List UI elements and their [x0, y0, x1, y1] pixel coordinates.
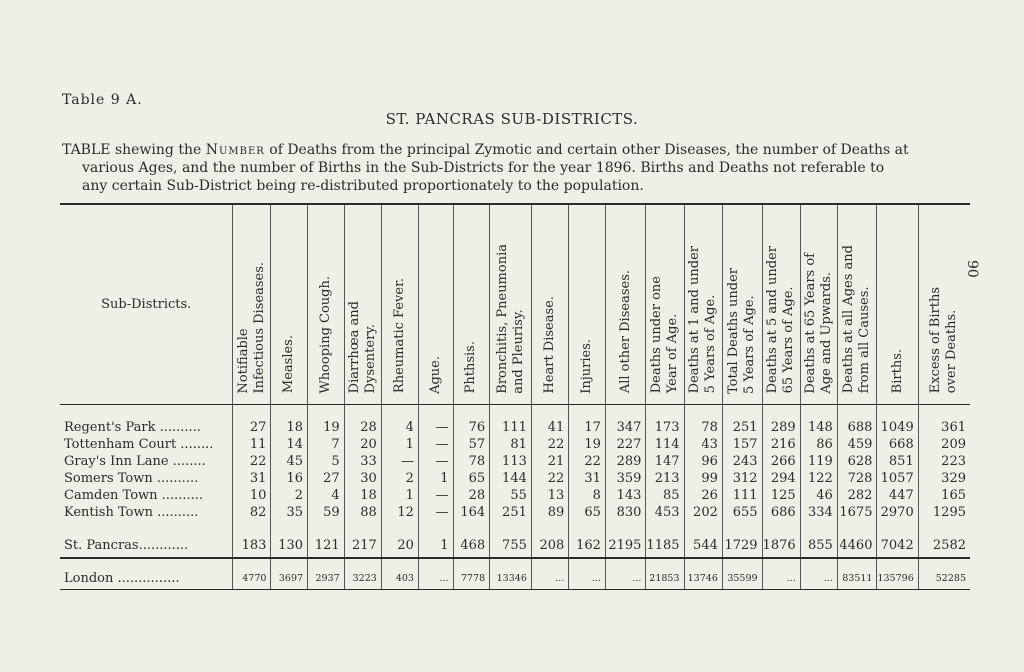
spacer-cell — [271, 558, 308, 569]
column-header-5 — [381, 204, 418, 404]
spacer-cell — [60, 558, 233, 569]
table-cell: 1049 — [877, 419, 918, 436]
table-cell: 35599 — [722, 569, 762, 590]
spacer-cell — [308, 404, 345, 419]
sub-district-name: Gray's Inn Lane ........ — [64, 453, 206, 469]
spacer-cell — [381, 404, 418, 419]
table-cell: 1057 — [877, 470, 918, 487]
spacer-cell — [531, 558, 568, 569]
spacer-row — [60, 558, 970, 569]
column-header-15 — [762, 204, 800, 404]
table-cell: — — [418, 419, 453, 436]
table-cell: 27 — [308, 470, 345, 487]
table-cell: 7042 — [877, 535, 918, 558]
column-header-label: Births. — [889, 349, 905, 394]
table-cell: ... — [762, 569, 800, 590]
table-cell: 1675 — [837, 504, 877, 521]
table-cell: 217 — [344, 535, 381, 558]
table-cell: 4 — [308, 487, 345, 504]
column-header-label: Deaths under one Year of Age. — [648, 276, 680, 394]
table-cell: 2 — [381, 470, 418, 487]
london-row — [60, 569, 970, 590]
table-cell: 11 — [233, 436, 271, 453]
column-header-10 — [569, 204, 606, 404]
column-header-label: Total Deaths under 5 Years of Age. — [726, 267, 758, 394]
spacer-cell — [531, 521, 568, 535]
table-cell: ... — [531, 569, 568, 590]
table-cell: 4460 — [837, 535, 877, 558]
column-header-3 — [308, 204, 345, 404]
table-cell: 111 — [722, 487, 762, 504]
table-cell: 45 — [271, 453, 308, 470]
column-header-label: Excess of Births over Deaths. — [928, 287, 960, 394]
spacer-cell — [490, 521, 532, 535]
table-cell: 83511 — [837, 569, 877, 590]
spacer-cell — [308, 521, 345, 535]
table-cell: 3697 — [271, 569, 308, 590]
table-cell: 12 — [381, 504, 418, 521]
table-cell: 78 — [453, 453, 490, 470]
table-cell: 202 — [684, 504, 722, 521]
table-cell: 19 — [569, 436, 606, 453]
table-cell: 294 — [762, 470, 800, 487]
table-cell: 96 — [684, 453, 722, 470]
table-cell: 10 — [233, 487, 271, 504]
column-header-label: Whooping Cough. — [317, 275, 333, 394]
table-cell: 86 — [800, 436, 837, 453]
table-cell: 1185 — [646, 535, 684, 558]
spacer-cell — [877, 521, 918, 535]
header-row — [60, 204, 970, 404]
table-cell: 41 — [531, 419, 568, 436]
table-cell: 43 — [684, 436, 722, 453]
table-description — [62, 141, 967, 195]
table-cell: 55 — [490, 487, 532, 504]
table-cell: 31 — [569, 470, 606, 487]
table-cell: 4 — [381, 419, 418, 436]
table-cell: 17 — [569, 419, 606, 436]
table-cell: 65 — [569, 504, 606, 521]
spacer-cell — [233, 521, 271, 535]
table-cell: 143 — [605, 487, 646, 504]
table-cell: 447 — [877, 487, 918, 504]
spacer-cell — [605, 404, 646, 419]
spacer-cell — [418, 521, 453, 535]
table-cell: 655 — [722, 504, 762, 521]
spacer-cell — [877, 404, 918, 419]
table-row — [60, 504, 970, 521]
table-cell: 183 — [233, 535, 271, 558]
table-cell: 830 — [605, 504, 646, 521]
description-line-2: various Ages, and the number of Births in the Sub-Districts for the year 1896. Births and Deaths not referable to — [82, 160, 885, 176]
table-cell: 20 — [344, 436, 381, 453]
table-cell: 223 — [918, 453, 970, 470]
table-cell: 227 — [605, 436, 646, 453]
spacer-cell — [381, 521, 418, 535]
table-cell: 359 — [605, 470, 646, 487]
table-cell: 7778 — [453, 569, 490, 590]
spacer-cell — [837, 558, 877, 569]
table-cell: 2 — [271, 487, 308, 504]
column-header-9 — [531, 204, 568, 404]
spacer-cell — [381, 558, 418, 569]
sub-district-name: Kentish Town .......... — [64, 504, 199, 520]
table-cell: 18 — [271, 419, 308, 436]
table-cell: 13 — [531, 487, 568, 504]
table-cell: 28 — [453, 487, 490, 504]
table-cell: 122 — [800, 470, 837, 487]
table-cell: 22 — [569, 453, 606, 470]
table-cell: 30 — [344, 470, 381, 487]
spacer-cell — [233, 404, 271, 419]
table-cell: — — [418, 504, 453, 521]
spacer-cell — [531, 404, 568, 419]
spacer-cell — [722, 404, 762, 419]
column-header-sub-districts: Sub-Districts. — [60, 204, 233, 404]
table-cell: 85 — [646, 487, 684, 504]
table-cell: ... — [800, 569, 837, 590]
table-cell: 266 — [762, 453, 800, 470]
sub-district-name: Tottenham Court ........ — [64, 436, 214, 452]
table-cell: 251 — [490, 504, 532, 521]
table-cell: 22 — [531, 436, 568, 453]
table-cell: ... — [418, 569, 453, 590]
spacer-cell — [605, 521, 646, 535]
table-cell: 3223 — [344, 569, 381, 590]
page-title: ST. PANCRAS SUB-DISTRICTS. — [385, 110, 639, 128]
table-cell: 21 — [531, 453, 568, 470]
table-cell: 135796 — [877, 569, 918, 590]
spacer-row — [60, 521, 970, 535]
table-cell: 121 — [308, 535, 345, 558]
table-cell: 57 — [453, 436, 490, 453]
column-header-label: Diarrhœa and Dysentery. — [346, 301, 378, 394]
column-header-8 — [490, 204, 532, 404]
table-cell: 1 — [418, 535, 453, 558]
deaths-births-table — [60, 203, 970, 590]
page-number: 90 — [964, 260, 980, 278]
spacer-cell — [918, 521, 970, 535]
table-cell: 31 — [233, 470, 271, 487]
table-cell: 33 — [344, 453, 381, 470]
sub-district-name: Somers Town .......... — [64, 470, 199, 486]
spacer-cell — [271, 521, 308, 535]
table-cell: 544 — [684, 535, 722, 558]
spacer-cell — [569, 404, 606, 419]
column-header-17 — [837, 204, 877, 404]
table-cell: 7 — [308, 436, 345, 453]
table-cell: — — [418, 487, 453, 504]
table-cell: 157 — [722, 436, 762, 453]
spacer-cell — [418, 558, 453, 569]
table-cell: 755 — [490, 535, 532, 558]
spacer-cell — [837, 404, 877, 419]
table-cell: 728 — [837, 470, 877, 487]
table-cell: 165 — [918, 487, 970, 504]
spacer-cell — [569, 558, 606, 569]
column-header-label: Notifiable Infectious Diseases. — [235, 261, 267, 394]
table-cell: 113 — [490, 453, 532, 470]
table-cell: 26 — [684, 487, 722, 504]
column-header-label: Bronchitis, Pneumonia and Pleurisy. — [494, 243, 526, 394]
table-cell: 18 — [344, 487, 381, 504]
column-header-16 — [800, 204, 837, 404]
spacer-cell — [490, 404, 532, 419]
table-cell: 8 — [569, 487, 606, 504]
table-cell: 1 — [418, 470, 453, 487]
spacer-cell — [837, 521, 877, 535]
table-cell: 453 — [646, 504, 684, 521]
spacer-cell — [418, 404, 453, 419]
column-header-label: Deaths at 5 and under 65 Years of Age. — [765, 246, 797, 394]
column-header-label: Rheumatic Fever. — [391, 278, 407, 394]
column-header-6 — [418, 204, 453, 404]
table-cell: 2970 — [877, 504, 918, 521]
table-cell: — — [418, 436, 453, 453]
column-header-label: Ague. — [427, 355, 443, 394]
table-row — [60, 487, 970, 504]
column-header-label: Heart Disease. — [542, 295, 558, 394]
table-cell: 14 — [271, 436, 308, 453]
table-cell: ... — [569, 569, 606, 590]
column-header-19 — [918, 204, 970, 404]
table-body — [60, 404, 970, 589]
spacer-cell — [722, 558, 762, 569]
table-cell: 628 — [837, 453, 877, 470]
table-cell: 46 — [800, 487, 837, 504]
spacer-cell — [646, 404, 684, 419]
table-cell: 289 — [605, 453, 646, 470]
description-line-1: TABLE shewing the Number of Deaths from the principal Zymotic and certain other Diseases, the number of Deaths at — [62, 142, 909, 158]
spacer-cell — [762, 521, 800, 535]
spacer-cell — [722, 521, 762, 535]
table-cell: 312 — [722, 470, 762, 487]
table-cell: 468 — [453, 535, 490, 558]
column-header-14 — [722, 204, 762, 404]
table-cell: 130 — [271, 535, 308, 558]
column-header-label: Deaths at 1 and under 5 Years of Age. — [687, 246, 719, 394]
table-cell: 213 — [646, 470, 684, 487]
table-cell: 16 — [271, 470, 308, 487]
table-cell: 289 — [762, 419, 800, 436]
column-header-label: Injuries. — [579, 338, 595, 394]
spacer-cell — [344, 558, 381, 569]
table-cell: 686 — [762, 504, 800, 521]
table-cell: 65 — [453, 470, 490, 487]
spacer-cell — [800, 404, 837, 419]
table-cell: 119 — [800, 453, 837, 470]
total-row — [60, 535, 970, 558]
table-cell: 459 — [837, 436, 877, 453]
spacer-cell — [344, 404, 381, 419]
table-cell: 2195 — [605, 535, 646, 558]
table-cell: 1 — [381, 487, 418, 504]
sub-district-name: Camden Town .......... — [64, 487, 203, 503]
table-cell: 144 — [490, 470, 532, 487]
table-cell: 216 — [762, 436, 800, 453]
spacer-row — [60, 404, 970, 419]
table-cell: 125 — [762, 487, 800, 504]
table-cell: 403 — [381, 569, 418, 590]
table-cell: 1295 — [918, 504, 970, 521]
spacer-cell — [646, 558, 684, 569]
table-label: Table 9 A. — [62, 92, 143, 108]
table-cell: 173 — [646, 419, 684, 436]
spacer-cell — [60, 404, 233, 419]
spacer-cell — [646, 521, 684, 535]
table-cell: 82 — [233, 504, 271, 521]
column-header-11 — [605, 204, 646, 404]
table-cell: 243 — [722, 453, 762, 470]
spacer-cell — [453, 404, 490, 419]
table-cell: 2937 — [308, 569, 345, 590]
spacer-cell — [271, 404, 308, 419]
spacer-cell — [453, 521, 490, 535]
table-row — [60, 436, 970, 453]
table-cell: 59 — [308, 504, 345, 521]
table-cell: 251 — [722, 419, 762, 436]
spacer-cell — [308, 558, 345, 569]
table-cell: 13746 — [684, 569, 722, 590]
column-header-label: All other Diseases. — [617, 270, 633, 394]
table-cell: 1729 — [722, 535, 762, 558]
table-row — [60, 453, 970, 470]
table-cell: 78 — [684, 419, 722, 436]
table-cell: 208 — [531, 535, 568, 558]
table-cell: 21853 — [646, 569, 684, 590]
table-cell: — — [381, 453, 418, 470]
table-cell: — — [418, 453, 453, 470]
spacer-cell — [453, 558, 490, 569]
table-cell: 89 — [531, 504, 568, 521]
table-cell: 147 — [646, 453, 684, 470]
column-header-18 — [877, 204, 918, 404]
table-cell: 35 — [271, 504, 308, 521]
table-cell: 209 — [918, 436, 970, 453]
description-line-3: any certain Sub-District being re-distributed proportionately to the population. — [82, 178, 644, 194]
spacer-cell — [918, 404, 970, 419]
table-cell: 164 — [453, 504, 490, 521]
table-cell: 22 — [233, 453, 271, 470]
table-cell: ... — [605, 569, 646, 590]
table-cell: 855 — [800, 535, 837, 558]
spacer-cell — [60, 521, 233, 535]
table-cell: 22 — [531, 470, 568, 487]
table-cell: 162 — [569, 535, 606, 558]
table-cell: 668 — [877, 436, 918, 453]
table-cell: 688 — [837, 419, 877, 436]
table-cell: 81 — [490, 436, 532, 453]
table-cell: 28 — [344, 419, 381, 436]
column-header-7 — [453, 204, 490, 404]
sub-district-name: St. Pancras............ — [60, 535, 233, 558]
column-header-label: Measles. — [281, 335, 297, 394]
table-cell: 2582 — [918, 535, 970, 558]
sub-district-name: London ............... — [60, 569, 233, 590]
spacer-cell — [762, 404, 800, 419]
table-cell: 13346 — [490, 569, 532, 590]
column-header-label: Phthsis. — [463, 341, 479, 394]
table-row — [60, 419, 970, 436]
column-header-label: Deaths at all Ages and from all Causes. — [841, 245, 873, 394]
column-header-1 — [233, 204, 271, 404]
table-cell: 282 — [837, 487, 877, 504]
table-row — [60, 470, 970, 487]
column-header-12 — [646, 204, 684, 404]
table-cell: 1876 — [762, 535, 800, 558]
table-cell: 347 — [605, 419, 646, 436]
table-cell: 20 — [381, 535, 418, 558]
sub-district-name: Regent's Park .......... — [64, 419, 201, 435]
table-cell: 99 — [684, 470, 722, 487]
spacer-cell — [877, 558, 918, 569]
table-cell: 27 — [233, 419, 271, 436]
spacer-cell — [684, 404, 722, 419]
spacer-cell — [233, 558, 271, 569]
table-cell: 5 — [308, 453, 345, 470]
column-header-2 — [271, 204, 308, 404]
spacer-cell — [800, 521, 837, 535]
table-cell: 1 — [381, 436, 418, 453]
table-cell: 76 — [453, 419, 490, 436]
table-cell: 148 — [800, 419, 837, 436]
spacer-cell — [800, 558, 837, 569]
spacer-cell — [569, 521, 606, 535]
spacer-cell — [490, 558, 532, 569]
spacer-cell — [918, 558, 970, 569]
table-cell: 334 — [800, 504, 837, 521]
table-cell: 114 — [646, 436, 684, 453]
spacer-cell — [344, 521, 381, 535]
table-cell: 851 — [877, 453, 918, 470]
table-cell: 361 — [918, 419, 970, 436]
table-cell: 4770 — [233, 569, 271, 590]
table-cell: 88 — [344, 504, 381, 521]
column-header-label: Deaths at 65 Years of Age and Upwards. — [802, 252, 834, 394]
column-header-4 — [344, 204, 381, 404]
table-cell: 19 — [308, 419, 345, 436]
table-cell: 329 — [918, 470, 970, 487]
table-cell: 52285 — [918, 569, 970, 590]
spacer-cell — [684, 558, 722, 569]
spacer-cell — [762, 558, 800, 569]
spacer-cell — [605, 558, 646, 569]
column-header-13 — [684, 204, 722, 404]
table-cell: 111 — [490, 419, 532, 436]
spacer-cell — [684, 521, 722, 535]
